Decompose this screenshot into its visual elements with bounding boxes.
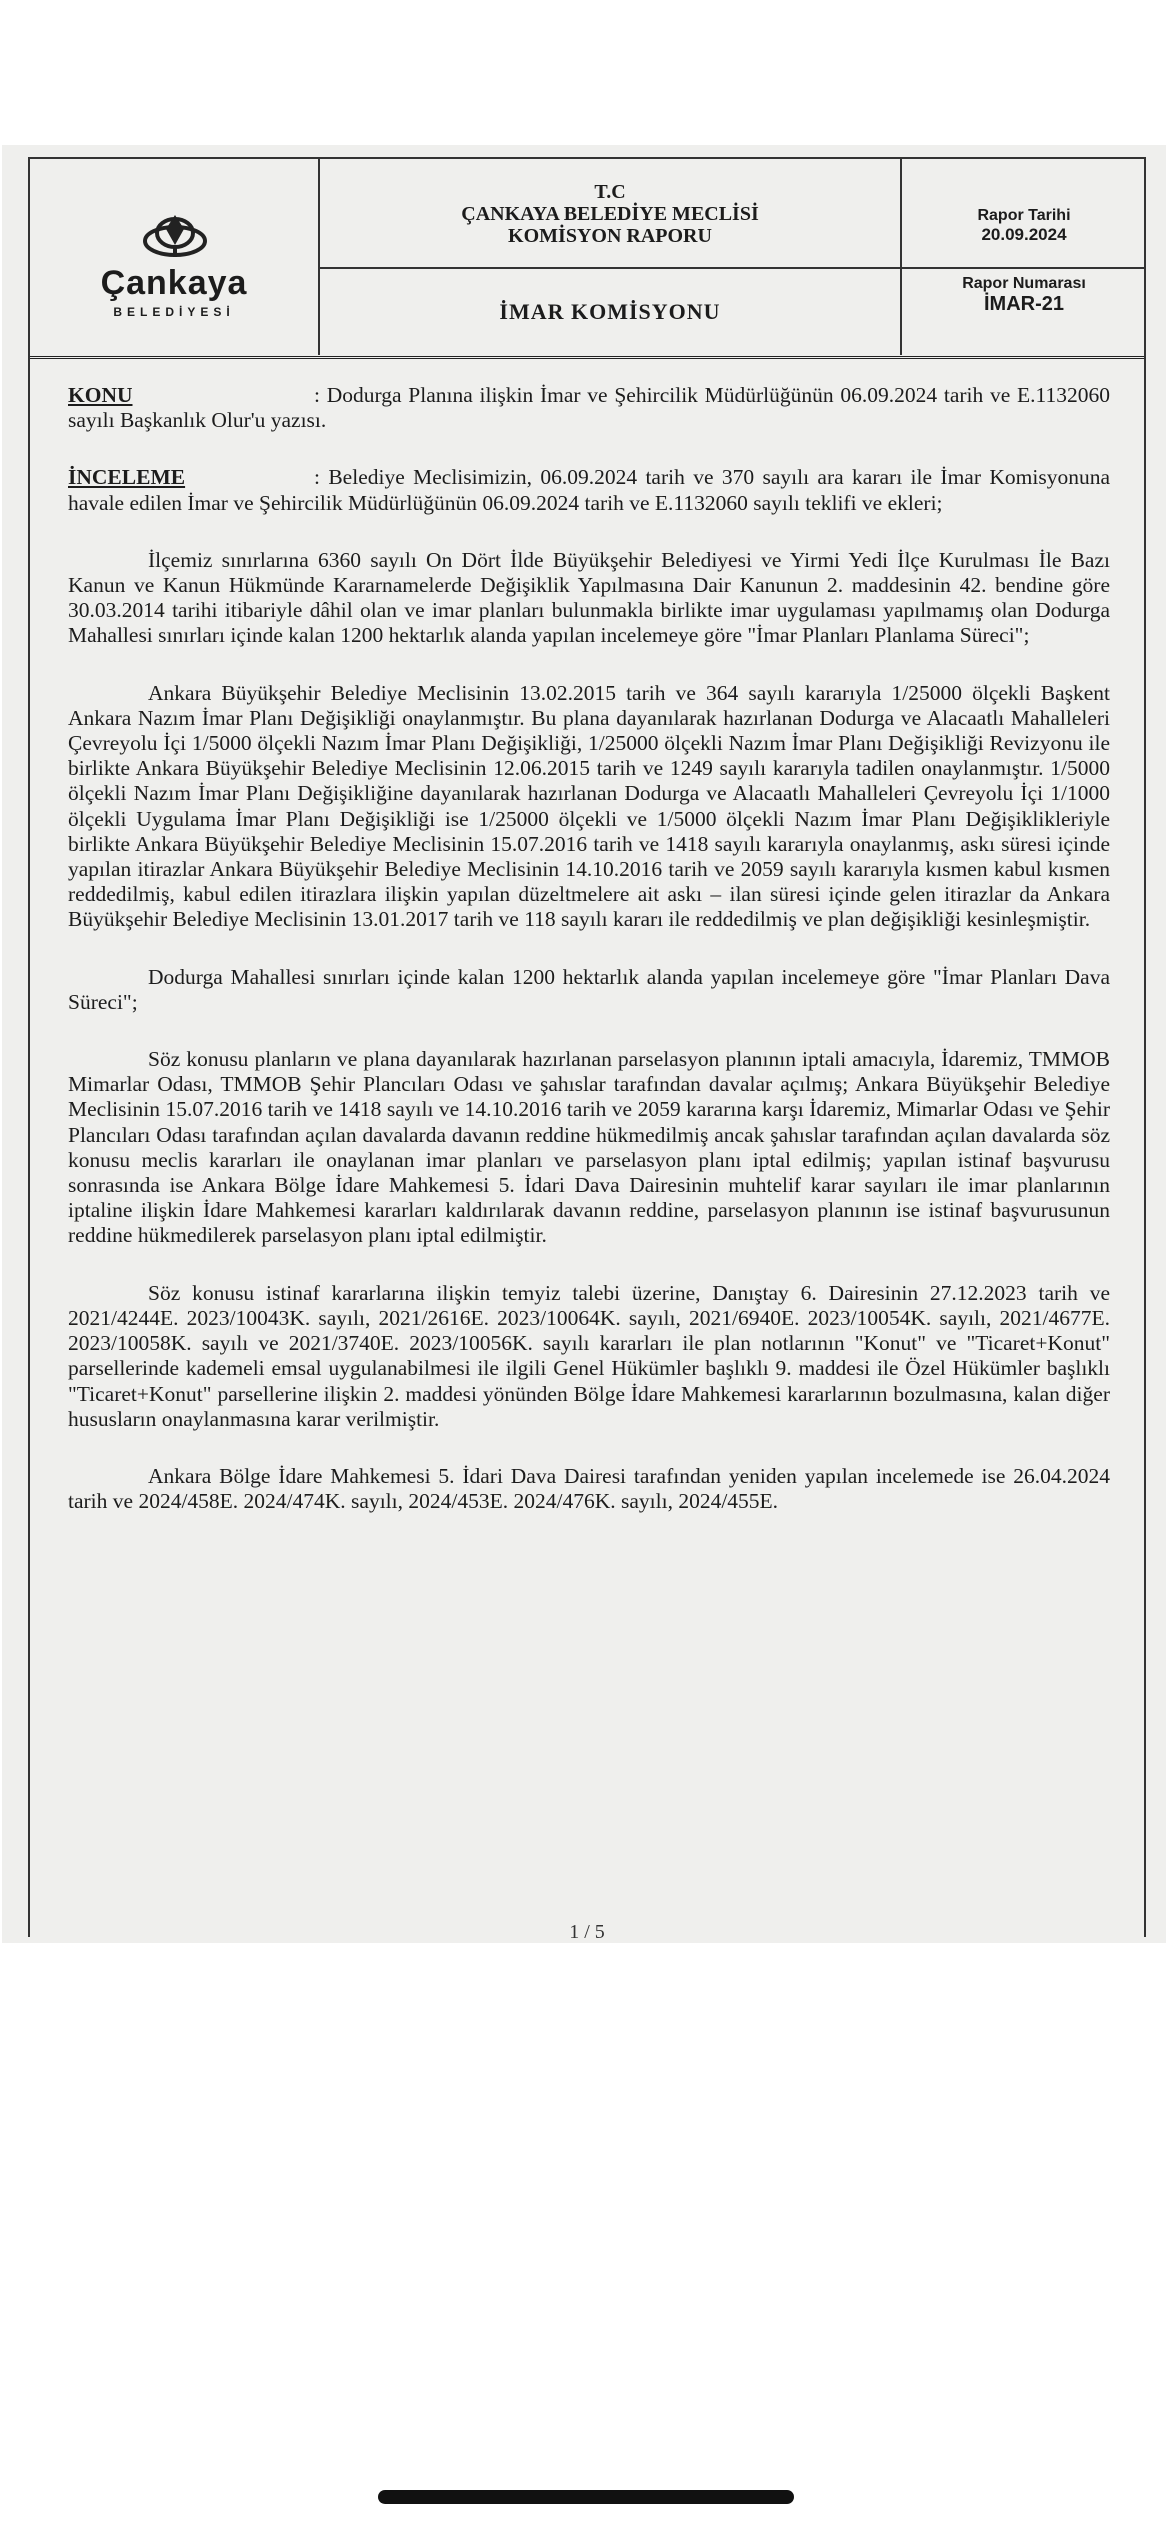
konu-label: KONU xyxy=(68,383,133,407)
body-paragraph-4: Söz konusu planların ve plana dayanılarak hazırlanan parselasyon planının iptali amacıyla, İdaremiz, TMMOB Mimarlar Odası, TMMOB Şehir Plancıları Odası ve şahıslar tarafından davalar açılmış; Ankara Büyükşehir Belediye Meclisinin 15.07.2016 tarih ve 1418 sayılı ve 14.10.2016 tarih ve 2059 kararına karşı İdaremiz, Mimarlar Odası ve Şehir Plancıları Odası tarafından açılan davalarda davanın reddine hükmedilmiş ancak şahıslar tarafından açılan davalarda söz konusu meclis kararları ile onaylanan imar planları ve parselasyon planı iptal edilmiş; yapılan istinaf başvurusu sonrasında ise Ankara Bölge İdare Mahkemesi 5. İdari Dava Dairesinin muhtelif karar sayıları ile imar planlarının iptaline ilişkin İdare Mahkemesi kararları kaldırılarak davanın reddine, parselasyon planının ise istinaf başvurusunun reddine hükmedilerek parselasyon planı iptal edilmiştir. xyxy=(68,1047,1110,1248)
inceleme-text: : Belediye Meclisimizin, 06.09.2024 tarih ve 370 sayılı ara kararı ile İmar Komisyonuna havale edilen İmar ve Şehircilik Müdürlüğünün 06.09.2024 tarih ve E.1132060 sayılı teklifi ve ekleri; xyxy=(68,465,1110,515)
body-paragraph-6: Ankara Bölge İdare Mahkemesi 5. İdari Dava Dairesi tarafından yeniden yapılan incelemede ise 26.04.2024 tarih ve 2024/458E. 2024/474K. sayılı, 2024/453E. 2024/476K. sayılı, 2024/455E. xyxy=(68,1463,1110,1514)
logo-subtitle: BELEDİYESİ xyxy=(113,305,235,319)
report-header xyxy=(30,159,1144,359)
commission-block xyxy=(320,269,900,355)
inceleme-label: İNCELEME xyxy=(68,465,186,490)
logo-cell xyxy=(30,159,320,355)
title-block xyxy=(320,159,900,269)
body-paragraph-1: İlçemiz sınırlarına 6360 sayılı On Dört İlde Büyükşehir Belediyesi ve Yirmi Yedi İlçe Kurulması İle Bazı Kanun ve Kanun Hükmünde Kararnamelerde Değişiklik Yapılmasına Dair Kanunun 2. maddesinin 42. bendine göre 30.03.2014 tarihi itibariyle dâhil olan ve imar planları bulunmakla birlikte imar uygulaması yapılmamış olan Dodurga Mahallesi sınırları içinde kalan 1200 hektarlık alanda yapılan incelemeye göre "İmar Planları Planlama Süreci"; xyxy=(68,547,1110,648)
title-line-2: ÇANKAYA BELEDİYE MECLİSİ xyxy=(461,203,759,225)
konu-text: : Dodurga Planına ilişkin İmar ve Şehircilik Müdürlüğünün 06.09.2024 tarih ve E.1132060 sayılı Başkanlık Olur'u yazısı. xyxy=(68,383,1110,433)
inceleme-paragraph xyxy=(68,465,1110,515)
title-line-3: KOMİSYON RAPORU xyxy=(508,225,712,247)
title-line-1: T.C xyxy=(594,181,626,203)
body-paragraph-5: Söz konusu istinaf kararlarına ilişkin temyiz talebi üzerine, Danıştay 6. Dairesinin 27.12.2023 tarih ve 2021/4244E. 2023/10043K. sayılı, 2021/2616E. 2023/10064K. sayılı, 2021/6940E. 2023/10054K. sayılı, 2021/4677E. 2023/10058K. sayılı ve 2021/3740E. 2023/10056K. sayılı kararları ile plan notlarının "Konut" ve "Ticaret+Konut" parsellerinde kademeli emsal uygulanabilmesi ile ilgili Genel Hükümler başlıklı 9. maddesi ile Özel Hükümler başlıklı "Ticaret+Konut" parsellerine ilişkin 2. maddesi yönünden Bölge İdare Mahkemesi kararlarının bozulmasına, kalan diğer hususların onaylanmasına karar verilmiştir. xyxy=(68,1280,1110,1431)
page-number: 1 / 5 xyxy=(569,1921,605,1943)
cankaya-logo-icon xyxy=(140,211,210,259)
commission-name: İMAR KOMİSYONU xyxy=(499,299,721,324)
report-date-label: Rapor Tarihi xyxy=(977,207,1071,224)
body-paragraph-3: Dodurga Mahallesi sınırları içinde kalan 1200 hektarlık alanda yapılan incelemeye göre "İmar Planları Dava Süreci"; xyxy=(68,964,1110,1014)
home-indicator[interactable] xyxy=(378,2490,794,2504)
report-page xyxy=(28,157,1146,1943)
report-date-block xyxy=(902,159,1146,269)
body-paragraph-2: Ankara Büyükşehir Belediye Meclisinin 13.02.2015 tarih ve 364 sayılı kararıyla 1/25000 ölçekli Başkent Ankara Nazım İmar Planı Değişikliği onaylanmıştır. Bu plana dayanılarak hazırlanan Dodurga ve Alacaatlı Mahalleleri Çevreyolu İçi 1/5000 ölçekli Nazım İmar Planı Değişikliği, 1/25000 ölçekli Nazım İmar Planı Değişikliği Revizyonu ile birlikte Ankara Büyükşehir Belediye Meclisinin 12.06.2015 tarih ve 1249 sayılı kararıyla tadilen onaylanmıştır. 1/5000 ölçekli Nazım İmar Planı Değişikliğine dayanılarak hazırlanan Dodurga ve Alacaatlı Mahalleleri Çevreyolu İçi 1/1000 ölçekli Uygulama İmar Planı Değişikliği ise 1/25000 ölçekli ve 1/5000 ölçekli Nazım İmar Planı Değişiklikleriyle birlikte Ankara Büyükşehir Belediye Meclisinin 15.07.2016 tarih ve 1418 sayılı kararıyla onaylanmış, askı süresi içinde yapılan itirazlar Ankara Büyükşehir Belediye Meclisinin 14.10.2016 tarih ve 2059 sayılı kararıyla kısmen kabul kısmen reddedilmiş, kabul edilen itirazlara ilişkin yapılan düzeltmelere ait askı – ilan süresi içinde gelen itirazlar da Ankara Büyükşehir Belediye Meclisinin 13.01.2017 tarih ve 118 sayılı kararı ile reddedilmiş ve plan değişikliği kesinleşmiştir. xyxy=(68,680,1110,932)
report-date-value: 20.09.2024 xyxy=(981,225,1067,244)
report-number-label: Rapor Numarası xyxy=(962,275,1086,292)
konu-paragraph xyxy=(68,383,1110,433)
logo-wordmark: Çankaya xyxy=(100,264,248,302)
report-number-value: İMAR-21 xyxy=(983,293,1064,315)
report-body xyxy=(68,383,1110,1514)
report-info-cell xyxy=(902,159,1146,355)
title-cell xyxy=(320,159,902,355)
document-photo xyxy=(2,145,1166,1943)
report-number-block xyxy=(902,269,1146,355)
